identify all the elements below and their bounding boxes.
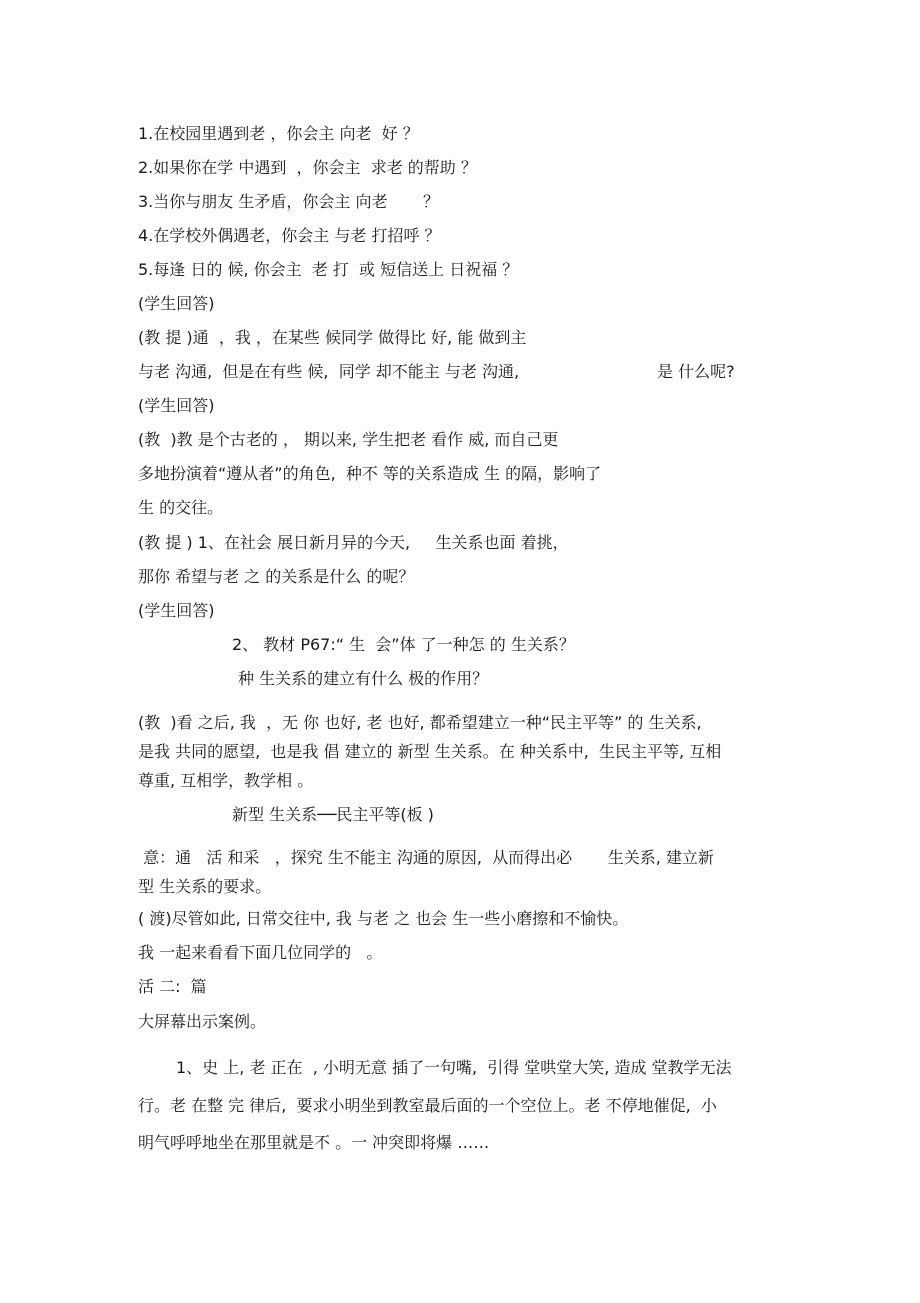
board-writing: 新型 生关系──民主平等(板 ) <box>232 805 434 824</box>
paragraph-line: 是我 共同的愿望, 也是我 倡 建立的 新型 生关系。在 种关系中, 生民主平等, 互相 <box>138 742 722 761</box>
student-answer-1: (学生回答) <box>138 294 215 313</box>
transition-line: ( 渡)尽管如此, 日常交往中, 我 与老 之 也会 生一些小磨擦和不愉快。 <box>138 909 629 928</box>
question-3: 3.当你与朋友 生矛盾，你会主 向老 ？ <box>138 192 440 211</box>
paragraph-line: (教 )看 之后, 我 ，无 你 也好, 老 也好, 都希望建立一种“民主平等” 的 生关系, <box>138 713 702 732</box>
paragraph-line: (教 提 )通 ，我 ，在某些 候同学 做得比 好, 能 做到主 <box>138 328 527 347</box>
paragraph-line: (教 提 ) 1、在社会 展日新月异的今天, 生关系也面 着挑， <box>138 533 569 552</box>
student-answer-3: (学生回答) <box>138 601 215 620</box>
paragraph-line: 与老 沟通, 但是在有些 候, 同学 却不能主 与老 沟通, <box>138 362 520 381</box>
design-intent: 意：通 活 和采 ，探究 生不能主 沟通的原因, 从而得出必 生关系, 建立新 <box>138 848 714 867</box>
student-answer-2: (学生回答) <box>138 396 215 415</box>
question-2: 2.如果你在学 中遇到 ，你会主 求老 的帮助 ？ <box>138 158 477 177</box>
question-5: 5.每逢 日的 候, 你会主 老 打 或 短信送上 日祝福 ？ <box>138 260 519 279</box>
design-intent: 型 生关系的要求。 <box>138 877 272 896</box>
paragraph-line: 多地扮演着“遵从者”的角色, 种不 等的关系造成 生 的隔，影响了 <box>138 464 602 483</box>
case-line: 行。老 在整 完 律后, 要求小明坐到教室最后面的一个空位上。老 不停地催促, 小 <box>138 1096 717 1115</box>
question-1: 1.在校园里遇到老 ，你会主 向老 好 ？ <box>138 124 419 143</box>
case-line: 1、史 上, 老 正在 , 小明无意 插了一句嘴, 引得 堂哄堂大笑, 造成 堂教学无法 <box>176 1058 732 1077</box>
indented-question: 2、 教材 P67:“ 生 会”体 了一种怎 的 生关系？ <box>232 635 575 654</box>
paragraph-line: 大屏幕出示案例。 <box>138 1012 267 1031</box>
indented-question: 种 生关系的建立有什么 极的作用？ <box>238 669 489 688</box>
paragraph-line: 尊重, 互相学，教学相 。 <box>138 771 314 790</box>
activity-heading: 活 二: 篇 <box>138 977 207 996</box>
paragraph-line: 那你 希望与老 之 的关系是什么 的呢？ <box>138 567 415 586</box>
paragraph-line: 我 一起来看看下面几位同学的 。 <box>138 943 383 962</box>
case-line: 明气呼呼地坐在那里就是不 。一 冲突即将爆 …… <box>138 1133 490 1152</box>
question-4: 4.在学校外偶遇老，你会主 与老 打招呼 ？ <box>138 226 441 245</box>
paragraph-line-end: 是 什么呢? <box>657 362 735 381</box>
paragraph-line: 生 的交往。 <box>138 498 224 517</box>
paragraph-line: (教 )教 是个古老的 ， 期以来, 学生把老 看作 威, 而自己更 <box>138 430 559 449</box>
